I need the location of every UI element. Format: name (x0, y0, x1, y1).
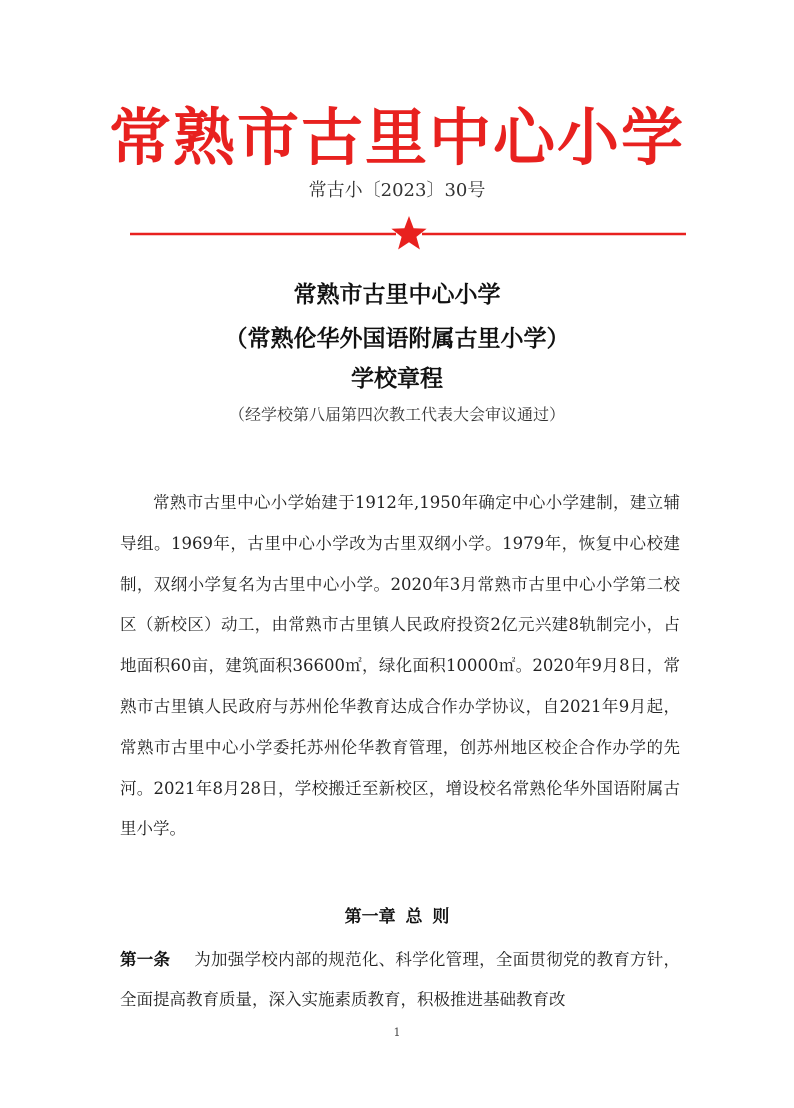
article-1 (120, 940, 680, 1020)
chapter-heading: 第一章 总 则 (344, 907, 450, 927)
approval-note: （经学校第八届第四次教工代表大会审议通过） (228, 405, 565, 424)
intro-paragraph: 常熟市古里中心小学始建于1912年,1950年确定中心小学建制，建立辅导组。1969年，古里中心小学改为古里双纲小学。1979年，恢复中心校建制，双纲小学复名为古里中心小学。2020年3月常熟市古里中心小学第二校区（新校区）动工，由常熟市古里镇人民政府投资2亿元兴建8轨制完小，占地面积60亩，建筑面积36600㎡，绿化面积10000㎡。2020年9月8日，常熟市古里镇人民政府与苏州伦华教育达成合作办学协议，自2021年9月起，常熟市古里中心小学委托苏州伦华教育管理，创苏州地区校企合作办学的先河。2021年8月28日，学校搬迁至新校区，增设校名常熟伦华外国语附属古里小学。 (120, 493, 680, 839)
charter-title-line2: （常熟伦华外国语附属古里小学） (224, 326, 570, 352)
organization-header-title: 常熟市古里中心小学 (108, 101, 685, 174)
charter-title-line1: 常熟市古里中心小学 (293, 282, 501, 308)
star-icon (391, 216, 426, 250)
document-number: 常古小〔2023〕30号 (308, 180, 486, 201)
article-1-label: 第一条 (120, 950, 171, 969)
page-number: 1 (393, 1026, 401, 1039)
article-1-text: 为加强学校内部的规范化、科学化管理，全面贯彻党的教育方针，全面提高教育质量，深入实施素质教育，积极推进基础教育改 (120, 950, 681, 1009)
red-divider-with-star (130, 214, 686, 254)
charter-title-line3: 学校章程 (351, 366, 443, 392)
